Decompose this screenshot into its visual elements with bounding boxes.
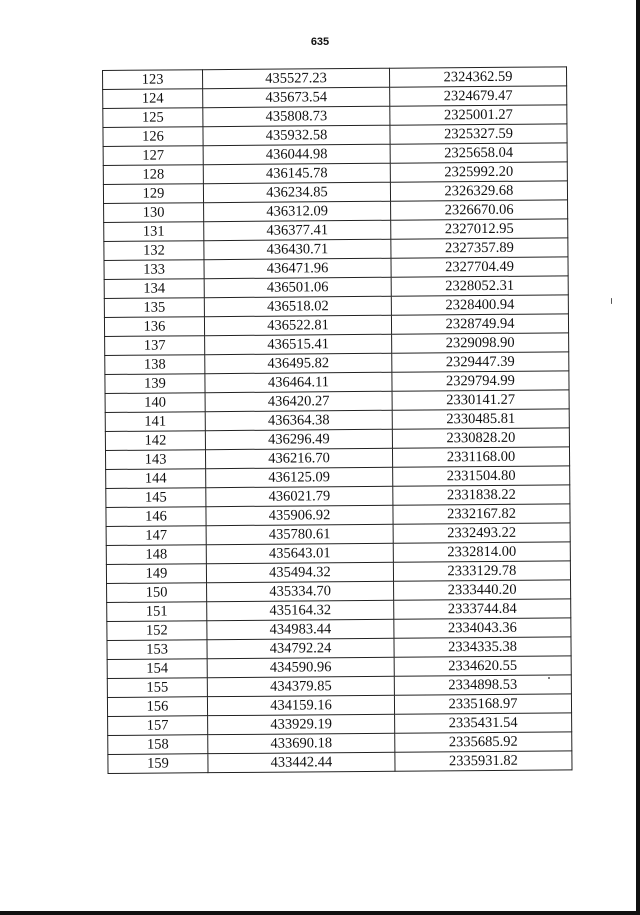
- y-coordinate-cell: 2332167.82: [393, 504, 570, 524]
- y-coordinate-cell: 2329447.39: [392, 352, 569, 372]
- scan-speck: [611, 298, 612, 304]
- point-number-cell: 149: [106, 564, 206, 584]
- x-coordinate-cell: 436430.71: [204, 239, 391, 259]
- point-number-cell: 147: [106, 526, 206, 546]
- y-coordinate-cell: 2326670.06: [391, 200, 568, 220]
- y-coordinate-cell: 2328749.94: [391, 314, 568, 334]
- x-coordinate-cell: 434590.96: [207, 657, 394, 677]
- point-number-cell: 126: [103, 127, 203, 147]
- x-coordinate-cell: 436501.06: [204, 277, 391, 297]
- x-coordinate-cell: 435780.61: [206, 524, 393, 544]
- point-number-cell: 134: [104, 279, 204, 299]
- x-coordinate-cell: 435164.32: [207, 600, 394, 620]
- x-coordinate-cell: 435906.92: [206, 505, 393, 525]
- scan-edge-bottom: [0, 911, 640, 915]
- x-coordinate-cell: 436495.82: [205, 353, 392, 373]
- y-coordinate-cell: 2333744.84: [394, 599, 571, 619]
- point-number-cell: 140: [105, 393, 205, 413]
- y-coordinate-cell: 2329098.90: [392, 333, 569, 353]
- point-number-cell: 135: [104, 298, 204, 318]
- point-number-cell: 132: [104, 241, 204, 261]
- y-coordinate-cell: 2331504.80: [393, 466, 570, 486]
- y-coordinate-cell: 2335931.82: [395, 751, 572, 771]
- x-coordinate-cell: 433929.19: [208, 714, 395, 734]
- y-coordinate-cell: 2325992.20: [390, 162, 567, 182]
- x-coordinate-cell: 436216.70: [205, 448, 392, 468]
- y-coordinate-cell: 2331838.22: [393, 485, 570, 505]
- y-coordinate-cell: 2335431.54: [395, 713, 572, 733]
- x-coordinate-cell: 435643.01: [206, 543, 393, 563]
- x-coordinate-cell: 435334.70: [207, 581, 394, 601]
- point-number-cell: 123: [103, 70, 203, 90]
- point-number-cell: 153: [107, 640, 207, 660]
- y-coordinate-cell: 2335168.97: [394, 694, 571, 714]
- point-number-cell: 143: [105, 450, 205, 470]
- point-number-cell: 137: [105, 336, 205, 356]
- x-coordinate-cell: 436296.49: [205, 429, 392, 449]
- y-coordinate-cell: 2334043.36: [394, 618, 571, 638]
- x-coordinate-cell: 436377.41: [204, 220, 391, 240]
- x-coordinate-cell: 435673.54: [203, 87, 390, 107]
- y-coordinate-cell: 2333129.78: [393, 561, 570, 581]
- x-coordinate-cell: 436044.98: [203, 144, 390, 164]
- y-coordinate-cell: 2330485.81: [392, 409, 569, 429]
- x-coordinate-cell: 436145.78: [203, 163, 390, 183]
- point-number-cell: 128: [103, 165, 203, 185]
- point-number-cell: 131: [104, 222, 204, 242]
- point-number-cell: 145: [106, 488, 206, 508]
- point-number-cell: 139: [105, 374, 205, 394]
- point-number-cell: 152: [107, 621, 207, 641]
- point-number-cell: 124: [103, 89, 203, 109]
- x-coordinate-cell: 436464.11: [205, 372, 392, 392]
- y-coordinate-cell: 2332493.22: [393, 523, 570, 543]
- point-number-cell: 136: [104, 317, 204, 337]
- x-coordinate-cell: 436125.09: [206, 467, 393, 487]
- x-coordinate-cell: 434983.44: [207, 619, 394, 639]
- y-coordinate-cell: 2333440.20: [394, 580, 571, 600]
- x-coordinate-cell: 435932.58: [203, 125, 390, 145]
- page-number: 635: [310, 36, 330, 48]
- y-coordinate-cell: 2324362.59: [389, 67, 566, 87]
- y-coordinate-cell: 2335685.92: [395, 732, 572, 752]
- y-coordinate-cell: 2334335.38: [394, 637, 571, 657]
- y-coordinate-cell: 2327704.49: [391, 257, 568, 277]
- y-coordinate-cell: 2327012.95: [391, 219, 568, 239]
- point-number-cell: 130: [104, 203, 204, 223]
- y-coordinate-cell: 2325001.27: [390, 105, 567, 125]
- point-number-cell: 154: [107, 659, 207, 679]
- point-number-cell: 125: [103, 108, 203, 128]
- point-number-cell: 146: [106, 507, 206, 527]
- x-coordinate-cell: 435527.23: [203, 68, 390, 88]
- point-number-cell: 141: [105, 412, 205, 432]
- y-coordinate-cell: 2327357.89: [391, 238, 568, 258]
- x-coordinate-cell: 436420.27: [205, 391, 392, 411]
- point-number-cell: 157: [108, 716, 208, 736]
- x-coordinate-cell: 435494.32: [206, 562, 393, 582]
- x-coordinate-cell: 435808.73: [203, 106, 390, 126]
- x-coordinate-cell: 436471.96: [204, 258, 391, 278]
- y-coordinate-cell: 2330828.20: [392, 428, 569, 448]
- point-number-cell: 159: [108, 754, 208, 774]
- x-coordinate-cell: 436021.79: [206, 486, 393, 506]
- y-coordinate-cell: 2334898.53: [394, 675, 571, 695]
- y-coordinate-cell: 2328052.31: [391, 276, 568, 296]
- x-coordinate-cell: 436312.09: [204, 201, 391, 221]
- scan-edge-right: [636, 0, 640, 915]
- x-coordinate-cell: 436518.02: [204, 296, 391, 316]
- x-coordinate-cell: 436515.41: [205, 334, 392, 354]
- point-number-cell: 151: [107, 602, 207, 622]
- point-number-cell: 148: [106, 545, 206, 565]
- y-coordinate-cell: 2324679.47: [390, 86, 567, 106]
- y-coordinate-cell: 2326329.68: [390, 181, 567, 201]
- x-coordinate-cell: 433690.18: [208, 733, 395, 753]
- table-row: [108, 751, 572, 774]
- point-number-cell: 158: [108, 735, 208, 755]
- y-coordinate-cell: 2325658.04: [390, 143, 567, 163]
- y-coordinate-cell: 2334620.55: [394, 656, 571, 676]
- y-coordinate-cell: 2331168.00: [392, 447, 569, 467]
- y-coordinate-cell: 2328400.94: [391, 295, 568, 315]
- x-coordinate-cell: 433442.44: [208, 752, 395, 772]
- y-coordinate-cell: 2325327.59: [390, 124, 567, 144]
- x-coordinate-cell: 434792.24: [207, 638, 394, 658]
- x-coordinate-cell: 436522.81: [204, 315, 391, 335]
- x-coordinate-cell: 436234.85: [203, 182, 390, 202]
- point-number-cell: 156: [107, 697, 207, 717]
- point-number-cell: 150: [107, 583, 207, 603]
- coordinates-table: [102, 66, 573, 774]
- coordinates-table-body: [103, 67, 573, 774]
- y-coordinate-cell: 2332814.00: [393, 542, 570, 562]
- point-number-cell: 155: [107, 678, 207, 698]
- x-coordinate-cell: 434159.16: [207, 695, 394, 715]
- x-coordinate-cell: 436364.38: [205, 410, 392, 430]
- point-number-cell: 142: [105, 431, 205, 451]
- y-coordinate-cell: 2329794.99: [392, 371, 569, 391]
- point-number-cell: 129: [103, 184, 203, 204]
- y-coordinate-cell: 2330141.27: [392, 390, 569, 410]
- point-number-cell: 138: [105, 355, 205, 375]
- point-number-cell: 127: [103, 146, 203, 166]
- point-number-cell: 133: [104, 260, 204, 280]
- x-coordinate-cell: 434379.85: [207, 676, 394, 696]
- point-number-cell: 144: [106, 469, 206, 489]
